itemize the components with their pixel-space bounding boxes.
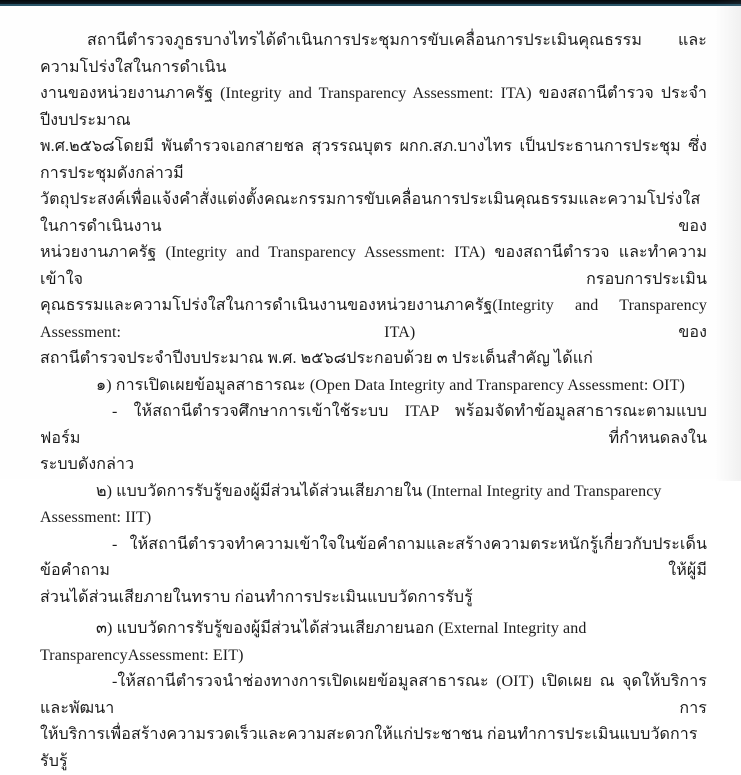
- text-line: คุณธรรมและความโปร่งใสในการดำเนินงานของหน่วยงานภาครัฐ(Integrity and Transparency Assessment: ITA) ของ: [40, 297, 707, 341]
- text-line: - ให้สถานีตำรวจศึกษาการเข้าใช้ระบบ ITAP พร้อมจัดทำข้อมูลสาธารณะตามแบบฟอร์ม ที่กำหนดลงใน: [40, 403, 707, 447]
- text-line: ระบบดังกล่าว: [40, 456, 135, 473]
- text-line: ๒) แบบวัดการรับรู้ของผู้มีส่วนได้ส่วนเสียภายใน (Internal Integrity and Transparency Assessment: IIT): [40, 482, 662, 526]
- text-line: ส่วนได้ส่วนเสียภายในทราบ ก่อนทำการประเมินแบบวัดการรับรู้: [40, 588, 473, 606]
- document-page: [0, 6, 741, 770]
- text-line: งานของหน่วยงานภาครัฐ (Integrity and Transparency Assessment: ITA) ของสถานีตำรวจ ประจำปีงบประมาณ: [40, 85, 707, 129]
- text-line: -ให้สถานีตำรวจนำช่องทางการเปิดเผยข้อมูลสาธารณะ (OIT) เปิดเผย ณ จุดให้บริการ และพัฒนา การ: [40, 673, 707, 717]
- text-line: ๑) การเปิดเผยข้อมูลสาธารณะ (Open Data Integrity and Transparency Assessment: OIT): [96, 376, 685, 394]
- text-line: ๓) แบบวัดการรับรู้ของผู้มีส่วนได้ส่วนเสียภายนอก (External Integrity and TransparencyAssessment: EIT): [40, 620, 587, 664]
- text-line: สถานีตำรวจประจำปีงบประมาณ พ.ศ. ๒๕๖๘ประกอบด้วย ๓ ประเด็นสำคัญ ได้แก่: [40, 350, 593, 367]
- text-line: ให้บริการเพื่อสร้างความรวดเร็วและความสะดวกให้แก่ประชาชน ก่อนทำการประเมินแบบวัดการรับรู้: [40, 726, 698, 770]
- document-text-body: [40, 28, 707, 775]
- text-line: สถานีตำรวจภูธรบางไทรได้ดำเนินการประชุมการขับเคลื่อนการประเมินคุณธรรม และ ความโปร่งใสในการดำเนิน: [40, 32, 707, 76]
- text-line: วัตถุประสงค์เพื่อแจ้งคำสั่งแต่งตั้งคณะกรรมการขับเคลื่อนการประเมินคุณธรรมและความโปร่งใสในการดำเนินงาน ของ: [40, 191, 707, 235]
- text-line: พ.ศ.๒๕๖๘โดยมี พันตำรวจเอกสายชล สุวรรณบุตร ผกก.สภ.บางไทร เป็นประธานการประชุม ซึ่งการประชุมดังกล่าวมี: [40, 138, 707, 182]
- text-line: หน่วยงานภาครัฐ (Integrity and Transparency Assessment: ITA) ของสถานีตำรวจ และทำความเข้าใจ กรอบการประเมิน: [40, 244, 707, 288]
- text-line: - ให้สถานีตำรวจทำความเข้าใจในข้อคำถามและสร้างความตระหนักรู้เกี่ยวกับประเด็นข้อคำถาม ให้ผู้มี: [40, 535, 707, 579]
